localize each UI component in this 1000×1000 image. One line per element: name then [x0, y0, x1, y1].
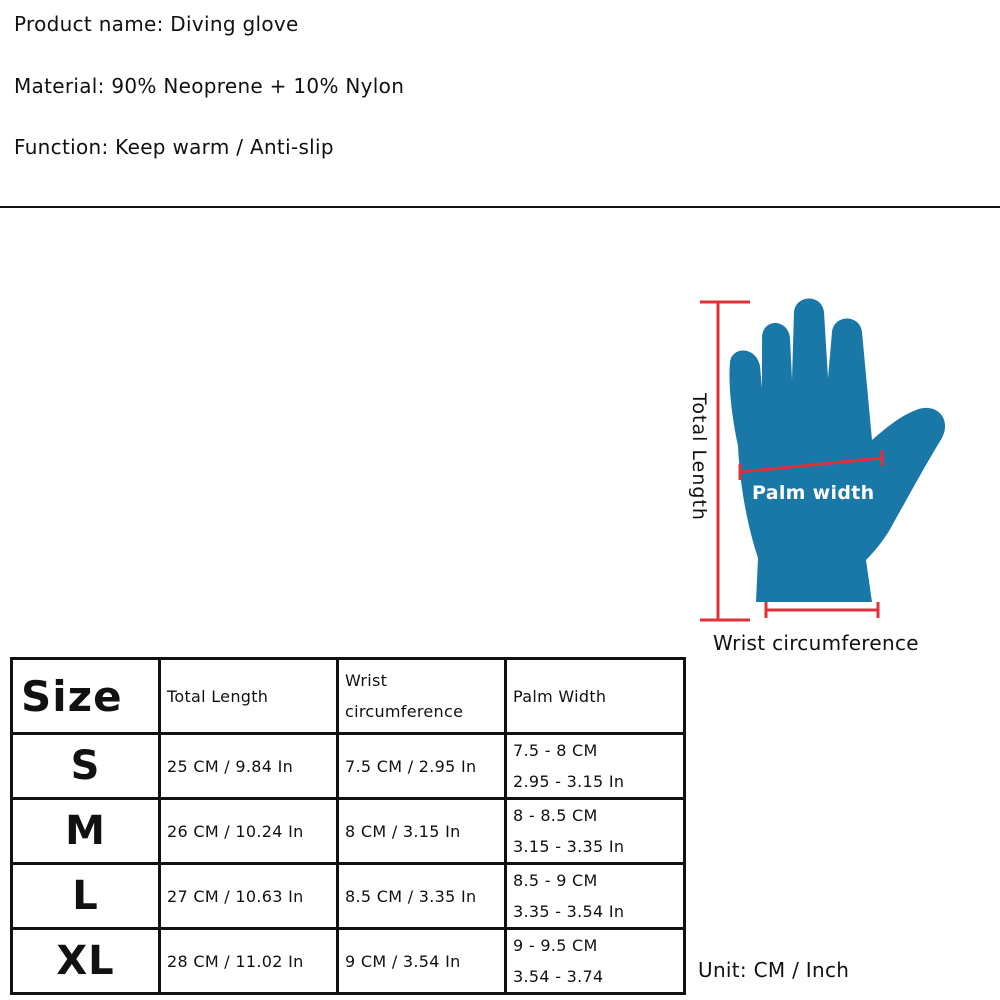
wrist-cell: 8.5 CM / 3.35 In: [338, 864, 506, 929]
product-name-text: Product name: Diving glove: [14, 12, 299, 36]
wrist-circumference-label: Wrist circumference: [713, 631, 919, 655]
glove-icon: [660, 268, 1000, 660]
total-length-cell: 27 CM / 10.63 In: [160, 864, 338, 929]
header-size: Size: [12, 659, 160, 734]
palm-in: 3.15 - 3.35 In: [513, 837, 625, 856]
glove-measurement-diagram: [660, 268, 1000, 660]
glove-shape: [729, 299, 945, 603]
wrist-cell: 7.5 CM / 2.95 In: [338, 734, 506, 799]
header-wrist: [338, 659, 506, 734]
section-divider: [0, 206, 1000, 208]
unit-note: Unit: CM / Inch: [698, 958, 850, 982]
palm-in: 2.95 - 3.15 In: [513, 772, 625, 791]
table-row: [12, 799, 685, 864]
palm-cm: 9 - 9.5 CM: [513, 936, 598, 955]
palm-in: 3.35 - 3.54 In: [513, 902, 625, 921]
wrist-cell: 8 CM / 3.15 In: [338, 799, 506, 864]
total-length-cell: 26 CM / 10.24 In: [160, 799, 338, 864]
size-chart-table: [10, 657, 686, 995]
function-text: Function: Keep warm / Anti-slip: [14, 135, 334, 159]
header-wrist-line1: Wrist: [345, 671, 388, 690]
palm-cell: [506, 799, 685, 864]
total-length-cell: 25 CM / 9.84 In: [160, 734, 338, 799]
palm-in: 3.54 - 3.74: [513, 967, 604, 986]
palm-cm: 7.5 - 8 CM: [513, 741, 598, 760]
header-total-length: Total Length: [160, 659, 338, 734]
table-row: [12, 734, 685, 799]
table-row: [12, 864, 685, 929]
total-length-label: Total Length: [688, 393, 710, 521]
palm-cell: [506, 864, 685, 929]
header-palm-width: Palm Width: [506, 659, 685, 734]
size-cell: S: [12, 734, 160, 799]
palm-width-label: Palm width: [752, 482, 875, 504]
total-length-cell: 28 CM / 11.02 In: [160, 929, 338, 994]
palm-cell: [506, 929, 685, 994]
table-header-row: [12, 659, 685, 734]
palm-cell: [506, 734, 685, 799]
wrist-cell: 9 CM / 3.54 In: [338, 929, 506, 994]
header-wrist-line2: circumference: [345, 702, 464, 721]
material-text: Material: 90% Neoprene + 10% Nylon: [14, 74, 405, 98]
size-cell: M: [12, 799, 160, 864]
size-cell: XL: [12, 929, 160, 994]
size-cell: L: [12, 864, 160, 929]
table-row: [12, 929, 685, 994]
palm-cm: 8 - 8.5 CM: [513, 806, 598, 825]
palm-cm: 8.5 - 9 CM: [513, 871, 598, 890]
